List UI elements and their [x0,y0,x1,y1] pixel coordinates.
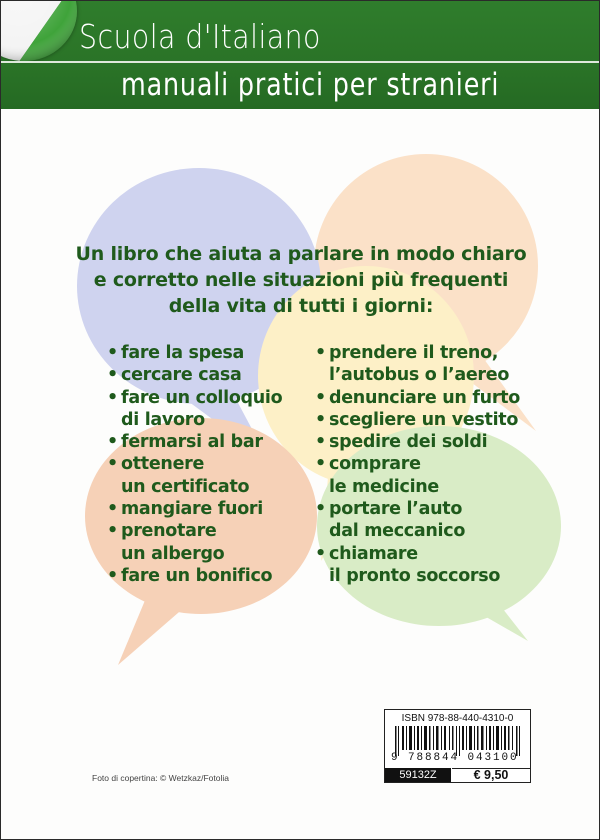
product-code: 59132Z [385,768,451,782]
price-label: € 9,50 [452,768,530,782]
list-item: • mangiare fuori [107,499,263,520]
list-item: • chiamare il pronto soccorso [315,543,501,586]
intro-paragraph [61,241,541,319]
photo-credit: Foto di copertina: © Wetzkaz/Fotolia [92,773,229,783]
list-item: • ottenere un certificato [107,454,250,497]
intro-line: Un libro che aiuta a parlare in modo chiaro [75,243,527,265]
series-subtitle: manuali pratici per stranieri [121,67,500,103]
topics-list-left [105,342,282,587]
series-title: Scuola d'Italiano [79,17,321,56]
bullet-icon: • [315,409,326,430]
bullet-icon: • [315,343,326,363]
list-item: • scegliere un vestito [315,409,519,430]
bullet-icon: • [107,521,118,542]
bullet-icon: • [315,499,326,520]
list-item: • fare un colloquio di lavoro [107,387,283,430]
list-item: • denunciare un furto [315,387,520,408]
bullet-icon: • [107,365,118,386]
isbn-barcode-box [384,709,531,783]
list-item: • cercare casa [107,365,242,386]
bullet-icon: • [315,387,326,408]
intro-line: e corretto nelle situazioni più frequenti [93,269,509,291]
list-item: • spedire dei soldi [315,432,488,453]
isbn-number: ISBN 978-88-440-4310-0 [401,713,514,724]
list-item: • fermarsi al bar [107,432,263,453]
intro-line: della vita di tutti i giorni: [168,295,434,317]
barcode-digits: 9 788844 043100 [391,752,519,764]
bullet-icon: • [107,343,118,363]
bullet-icon: • [315,543,326,564]
bullet-icon: • [107,432,118,453]
bullet-icon: • [315,454,326,475]
list-item: • portare l’auto dal meccanico [315,499,466,542]
topics-list-right [313,342,520,587]
bullet-icon: • [107,499,118,520]
bullet-icon: • [107,454,118,475]
bullet-icon: • [107,387,118,408]
bullet-icon: • [315,432,326,453]
list-item: • fare un bonifico [107,565,273,586]
list-item: • prendere il treno, l’autobus o l’aereo [315,343,510,386]
list-item: • prenotare un albergo [107,521,225,564]
list-item: • comprare le medicine [315,454,439,497]
list-item: • fare la spesa [107,343,245,363]
bullet-icon: • [107,565,118,586]
